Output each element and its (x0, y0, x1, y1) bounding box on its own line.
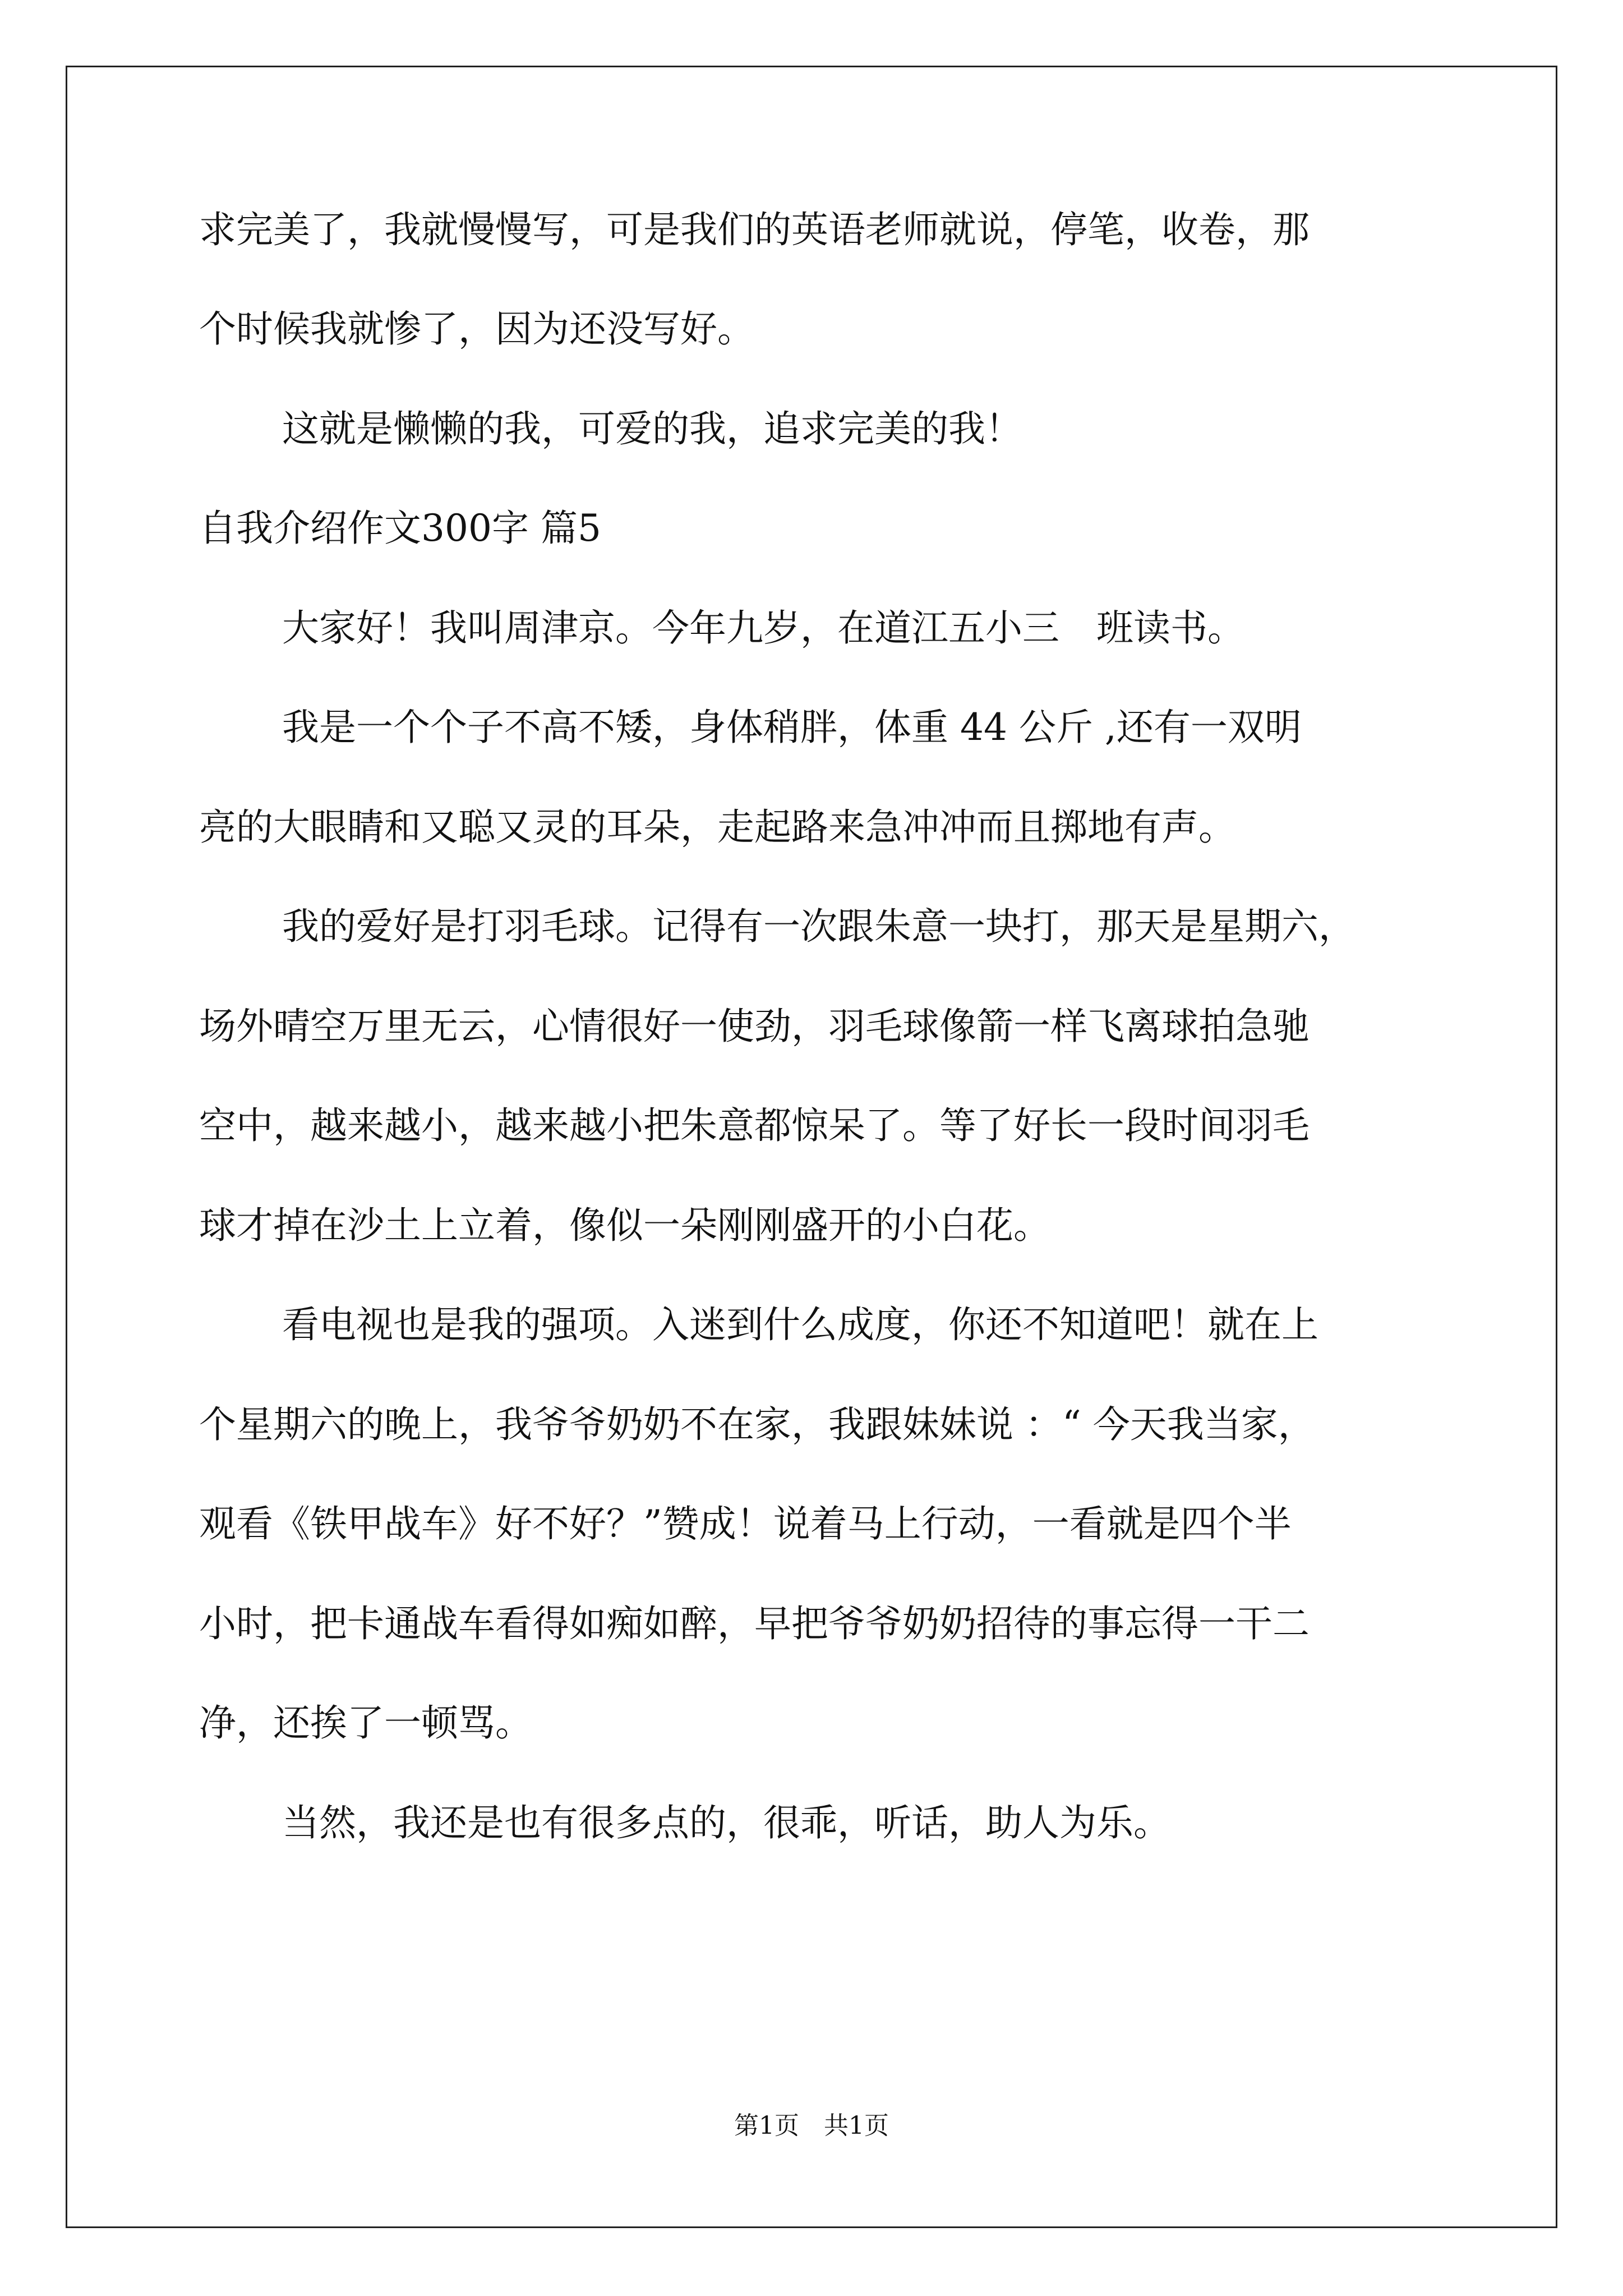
paragraph-line: 小时，把卡通战车看得如痴如醉，早把爷爷奶奶招待的事忘得一干二 (199, 1602, 1310, 1645)
paragraph-line: 空中，越来越小，越来越小把朱意都惊呆了。等了好长一段时间羽毛 (199, 1104, 1310, 1147)
section-heading: 自我介绍作文300字 篇5 (199, 507, 601, 550)
paragraph-line: 个时候我就惨了，因为还没写好。 (199, 307, 754, 351)
page-number-footer: 第1页 共1页 (734, 2111, 889, 2140)
paragraph-line: 球才掉在沙土上立着，像似一朵刚刚盛开的小白花。 (199, 1204, 1050, 1247)
paragraph-line: 这就是懒懒的我，可爱的我，追求完美的我！ (282, 407, 1022, 450)
paragraph-line: 求完美了，我就慢慢写，可是我们的英语老师就说，停笔，收卷，那 (199, 208, 1310, 251)
paragraph-line: 净，还挨了一顿骂。 (199, 1701, 532, 1745)
paragraph-line: 个星期六的晚上，我爷爷奶奶不在家，我跟妹妹说 ：“ 今天我当家， (199, 1403, 1315, 1446)
paragraph-line: 当然，我还是也有很多点的，很乖，听话，助人为乐。 (282, 1801, 1170, 1844)
paragraph-line: 我是一个个子不高不矮，身体稍胖，体重 44 公斤 ,还有一双明 (282, 706, 1302, 749)
paragraph-line: 看电视也是我的强项。入迷到什么成度，你还不知道吧！就在上 (282, 1303, 1318, 1346)
paragraph-line: 亮的大眼睛和又聪又灵的耳朵，走起路来急冲冲而且掷地有声。 (199, 806, 1235, 849)
paragraph-line: 我的爱好是打羽毛球。记得有一次跟朱意一块打，那天是星期六， (282, 905, 1355, 948)
paragraph-line: 场外晴空万里无云，心情很好一使劲，羽毛球像箭一样飞离球拍急驰 (199, 1005, 1310, 1048)
paragraph-line: 观看《铁甲战车》好不好？”赞成！说着马上行动，一看就是四个半 (199, 1502, 1292, 1545)
paragraph-line: 大家好！我叫周津京。今年九岁，在道江五小三 班读书。 (282, 606, 1244, 650)
